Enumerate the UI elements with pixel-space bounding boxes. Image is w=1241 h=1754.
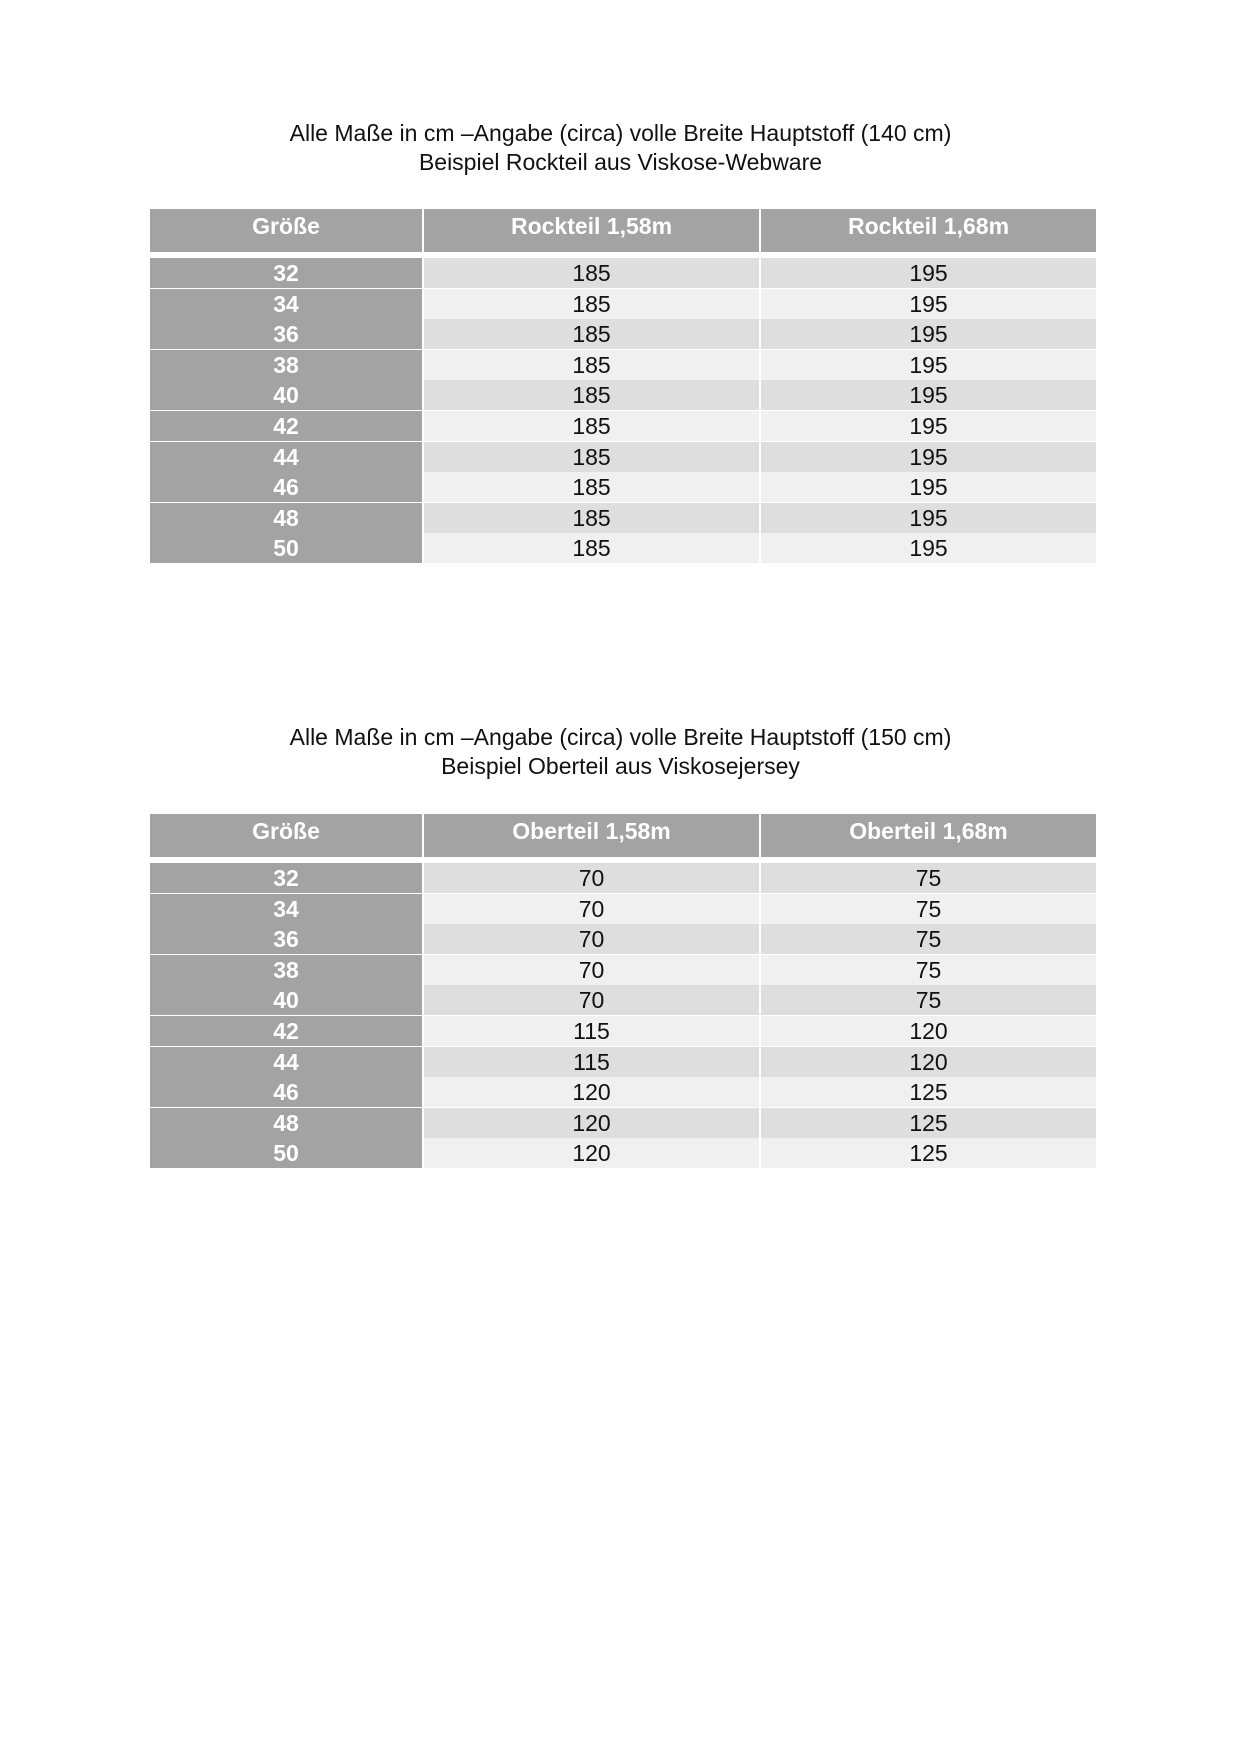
table-row bbox=[150, 258, 1096, 286]
value-cell: 75 bbox=[761, 924, 1096, 954]
table-row bbox=[150, 955, 1096, 983]
value-cell: 185 bbox=[424, 289, 759, 319]
section1-title-line2: Beispiel Rockteil aus Viskose-Webware bbox=[418, 149, 823, 175]
table-row bbox=[150, 319, 1096, 347]
size-cell: 36 bbox=[150, 924, 422, 954]
size-cell: 36 bbox=[150, 319, 422, 349]
column-header: Rockteil 1,58m bbox=[424, 209, 759, 252]
value-cell: 195 bbox=[761, 350, 1096, 380]
value-cell: 120 bbox=[424, 1108, 759, 1138]
value-cell: 120 bbox=[761, 1016, 1096, 1046]
section2-title bbox=[0, 723, 1241, 781]
value-cell: 185 bbox=[424, 533, 759, 563]
size-cell: 50 bbox=[150, 1138, 422, 1168]
table-row bbox=[150, 472, 1096, 500]
section1-title bbox=[0, 119, 1241, 177]
value-cell: 115 bbox=[424, 1047, 759, 1077]
value-cell: 120 bbox=[424, 1077, 759, 1107]
table-row bbox=[150, 380, 1096, 408]
size-cell: 34 bbox=[150, 289, 422, 319]
column-header: Größe bbox=[150, 209, 422, 252]
table-header bbox=[150, 209, 1096, 252]
value-cell: 195 bbox=[761, 442, 1096, 472]
table-row bbox=[150, 1077, 1096, 1105]
value-cell: 75 bbox=[761, 894, 1096, 924]
size-cell: 44 bbox=[150, 1047, 422, 1077]
table-row bbox=[150, 1016, 1096, 1044]
value-cell: 70 bbox=[424, 924, 759, 954]
section2-title-line2: Beispiel Oberteil aus Viskosejersey bbox=[441, 753, 800, 779]
size-cell: 42 bbox=[150, 1016, 422, 1046]
value-cell: 185 bbox=[424, 442, 759, 472]
value-cell: 185 bbox=[424, 380, 759, 410]
value-cell: 195 bbox=[761, 472, 1096, 502]
size-cell: 38 bbox=[150, 955, 422, 985]
size-cell: 40 bbox=[150, 985, 422, 1015]
value-cell: 185 bbox=[424, 472, 759, 502]
value-cell: 195 bbox=[761, 319, 1096, 349]
table-row bbox=[150, 442, 1096, 470]
table-row bbox=[150, 289, 1096, 317]
table-row bbox=[150, 1108, 1096, 1136]
value-cell: 75 bbox=[761, 863, 1096, 893]
oberteil-table bbox=[150, 814, 1096, 1169]
value-cell: 70 bbox=[424, 863, 759, 893]
section2-title-line1: Alle Maße in cm –Angabe (circa) volle Breite Hauptstoff (150 cm) bbox=[289, 724, 952, 750]
value-cell: 125 bbox=[761, 1077, 1096, 1107]
size-cell: 42 bbox=[150, 411, 422, 441]
size-cell: 48 bbox=[150, 1108, 422, 1138]
table-row bbox=[150, 411, 1096, 439]
table-row bbox=[150, 894, 1096, 922]
value-cell: 70 bbox=[424, 894, 759, 924]
value-cell: 195 bbox=[761, 380, 1096, 410]
column-header: Größe bbox=[150, 814, 422, 857]
value-cell: 120 bbox=[424, 1138, 759, 1168]
table-row bbox=[150, 350, 1096, 378]
value-cell: 195 bbox=[761, 258, 1096, 288]
size-cell: 38 bbox=[150, 350, 422, 380]
table-row bbox=[150, 863, 1096, 891]
table-row bbox=[150, 1138, 1096, 1166]
size-cell: 32 bbox=[150, 863, 422, 893]
value-cell: 75 bbox=[761, 955, 1096, 985]
value-cell: 120 bbox=[761, 1047, 1096, 1077]
size-cell: 50 bbox=[150, 533, 422, 563]
table-row bbox=[150, 924, 1096, 952]
value-cell: 195 bbox=[761, 411, 1096, 441]
size-cell: 40 bbox=[150, 380, 422, 410]
size-cell: 44 bbox=[150, 442, 422, 472]
size-cell: 46 bbox=[150, 472, 422, 502]
value-cell: 195 bbox=[761, 503, 1096, 533]
value-cell: 115 bbox=[424, 1016, 759, 1046]
column-header: Rockteil 1,68m bbox=[761, 209, 1096, 252]
size-cell: 34 bbox=[150, 894, 422, 924]
value-cell: 195 bbox=[761, 533, 1096, 563]
value-cell: 185 bbox=[424, 503, 759, 533]
table-body bbox=[150, 258, 1096, 561]
value-cell: 70 bbox=[424, 985, 759, 1015]
value-cell: 185 bbox=[424, 350, 759, 380]
value-cell: 185 bbox=[424, 319, 759, 349]
table-row bbox=[150, 1047, 1096, 1075]
value-cell: 185 bbox=[424, 411, 759, 441]
value-cell: 185 bbox=[424, 258, 759, 288]
table-row bbox=[150, 533, 1096, 561]
value-cell: 75 bbox=[761, 985, 1096, 1015]
table-row bbox=[150, 503, 1096, 531]
table-body bbox=[150, 863, 1096, 1166]
table-row bbox=[150, 985, 1096, 1013]
section1-title-line1: Alle Maße in cm –Angabe (circa) volle Breite Hauptstoff (140 cm) bbox=[289, 120, 952, 146]
size-cell: 46 bbox=[150, 1077, 422, 1107]
value-cell: 125 bbox=[761, 1138, 1096, 1168]
column-header: Oberteil 1,58m bbox=[424, 814, 759, 857]
size-cell: 32 bbox=[150, 258, 422, 288]
table-header bbox=[150, 814, 1096, 857]
value-cell: 195 bbox=[761, 289, 1096, 319]
column-header: Oberteil 1,68m bbox=[761, 814, 1096, 857]
value-cell: 70 bbox=[424, 955, 759, 985]
rockteil-table bbox=[150, 209, 1096, 564]
value-cell: 125 bbox=[761, 1108, 1096, 1138]
size-cell: 48 bbox=[150, 503, 422, 533]
